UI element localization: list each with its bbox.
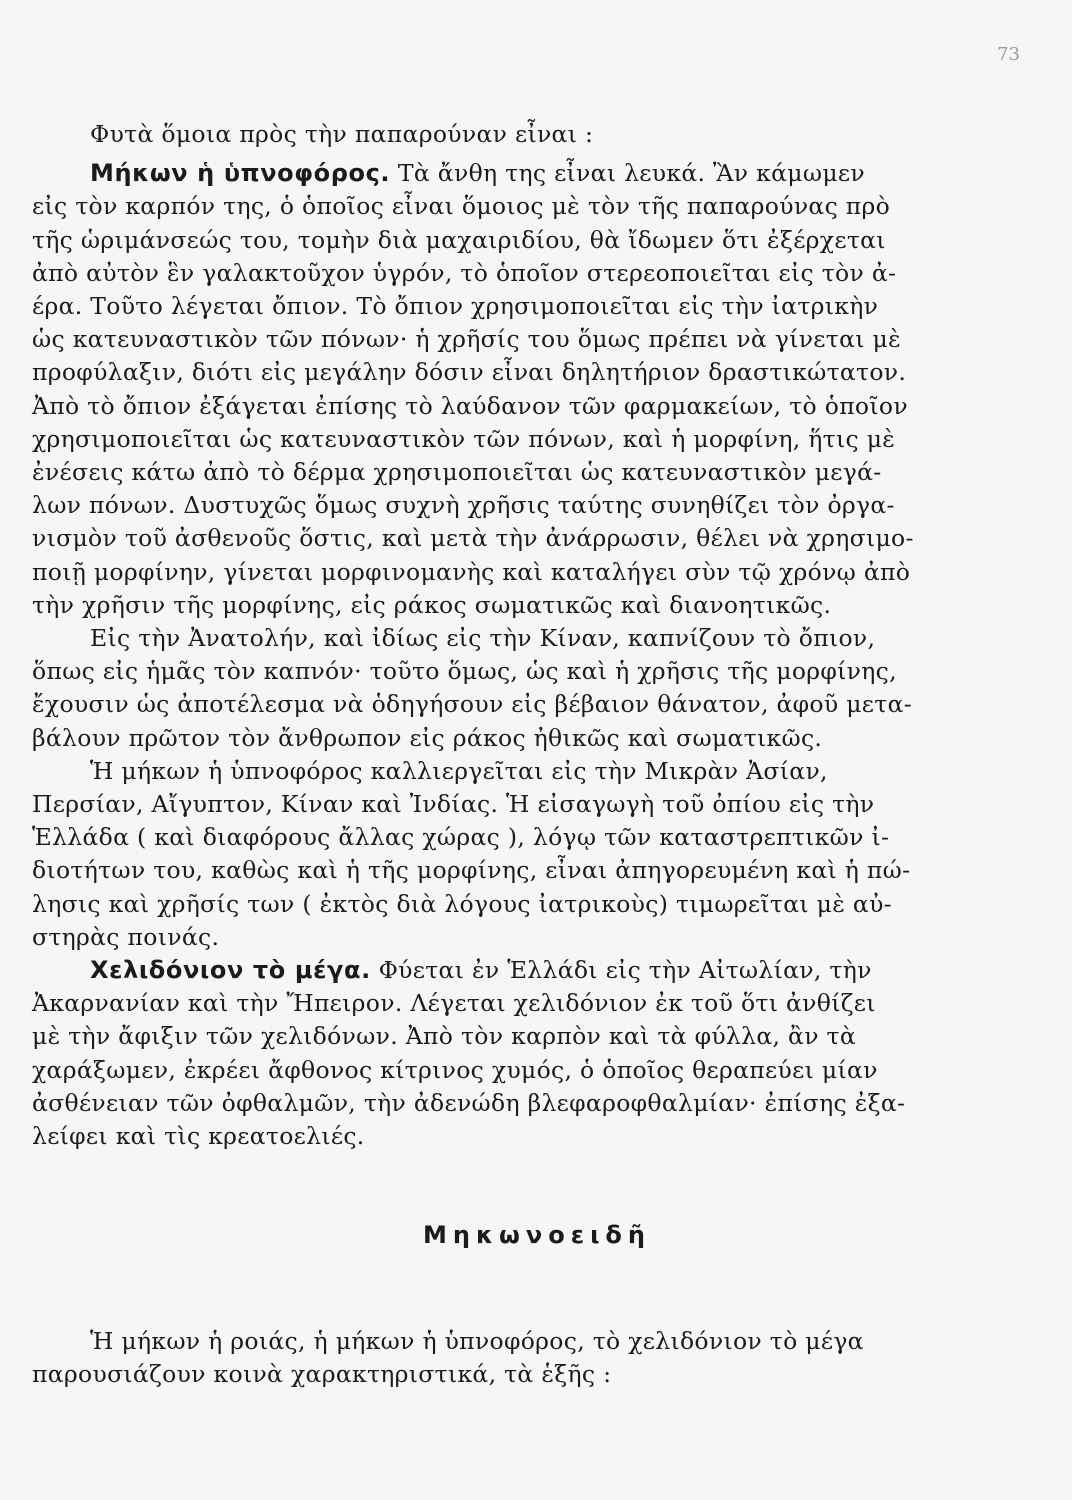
text-line: Τὰ ἄνθη της εἶναι λευκά. Ἂν κάμωμεν <box>390 159 865 188</box>
text-line: Ἀκαρνανίαν καὶ τὴν Ἤπειρον. Λέγεται χελιδόνιον ἐκ τοῦ ὅτι ἀνθίζει <box>32 989 876 1018</box>
text-line: ἔχουσιν ὡς ἀποτέλεσμα νὰ ὁδηγήσουν εἰς βέβαιον θάνατον, ἀφοῦ μετα- <box>32 690 912 719</box>
text-line: λείφει καὶ τὶς κρεατοελιές. <box>32 1122 365 1151</box>
text-line: λησις καὶ χρῆσίς των ( ἐκτὸς διὰ λόγους ἰατρικοὺς) τιμωρεῖται μὲ αὐ- <box>32 889 892 918</box>
paragraph-lead-title: Μήκων ἡ ὑπνοφόρος. <box>90 159 391 188</box>
text-line: χρησιμοποιεῖται ὡς κατευναστικὸν τῶν πόνων, καὶ ἡ μορφίνη, ἥτις μὲ <box>32 424 896 453</box>
paragraph-cultivation <box>32 755 1042 954</box>
page-number: 73 <box>997 44 1020 65</box>
text-line: ἀπὸ αὐτὸν ἓν γαλακτοῦχον ὑγρόν, τὸ ὁποῖον στερεοποιεῖται εἰς τὸν ἀ- <box>32 258 897 287</box>
text-line: Ἑλλάδα ( καὶ διαφόρους ἄλλας χώρας ), λόγῳ τῶν καταστρεπτικῶν ἰ- <box>32 823 890 852</box>
text-line: ἐνέσεις κάτω ἀπὸ τὸ δέρμα χρησιμοποιεῖται ὡς κατευναστικὸν μεγά- <box>32 458 882 487</box>
paragraph-lead-title: Χελιδόνιον τὸ μέγα. <box>90 956 371 985</box>
text-line: Ἡ μήκων ἡ ὑπνοφόρος καλλιεργεῖται εἰς τὴν Μικρὰν Ἀσίαν, <box>90 756 828 785</box>
text-line: Ἀπὸ τὸ ὄπιον ἐξάγεται ἐπίσης τὸ λαύδανον τῶν φαρμακείων, τὸ ὁποῖον <box>32 391 908 420</box>
text-line: τὴν χρῆσιν τῆς μορφίνης, εἰς ράκος σωματικῶς καὶ διανοητικῶς. <box>32 590 832 619</box>
text-line: ἀσθένειαν τῶν ὀφθαλμῶν, τὴν ἀδενώδη βλεφαροφθαλμίαν· ἐπίσης ἐξα- <box>32 1088 906 1117</box>
text-line: έρα. Τοῦτο λέγεται ὄπιον. Τὸ ὄπιον χρησιμοποιεῖται εἰς τὴν ἰατρικὴν <box>32 292 879 321</box>
text-line: διοτήτων του, καθὼς καὶ ἡ τῆς μορφίνης, εἶναι ἀπηγορευμένη καὶ ἡ πώ- <box>32 856 911 885</box>
paragraph-poppy-somniferum <box>32 157 1042 622</box>
text-line: Ἡ μήκων ἡ ροιάς, ἡ μήκων ἡ ὑπνοφόρος, τὸ χελιδόνιον τὸ μέγα <box>90 1326 864 1355</box>
text-line: ὡς κατευναστικὸν τῶν πόνων· ἡ χρῆσίς του ὅμως πρέπει νὰ γίνεται μὲ <box>32 325 902 354</box>
text-line: παρουσιάζουν κοινὰ χαρακτηριστικά, τὰ ἑξῆς : <box>32 1359 612 1388</box>
text-line: στηρὰς ποινάς. <box>32 922 220 951</box>
text-line: χαράξωμεν, ἐκρέει ἄφθονος κίτρινος χυμός, ὁ ὁποῖος θεραπεύει μίαν <box>32 1055 878 1084</box>
text-line: ποιῇ μορφίνην, γίνεται μορφινομανὴς καὶ καταλήγει σὺν τῷ χρόνῳ ἀπὸ <box>32 557 911 586</box>
text-line: Φύεται ἐν Ἑλλάδι εἰς τὴν Αἰτωλίαν, τὴν <box>370 956 872 985</box>
document-body <box>32 118 1042 1391</box>
paragraph-opium-east <box>32 622 1042 755</box>
section-heading: Μηκωνοειδῆ <box>423 1221 651 1250</box>
text-line: νισμὸν τοῦ ἀσθενοῦς ὅστις, καὶ μετὰ τὴν ἀνάρρωσιν, θέλει νὰ χρησιμο- <box>32 524 914 553</box>
text-line: προφύλαξιν, διότι εἰς μεγάλην δόσιν εἶναι δηλητήριον δραστικώτατον. <box>32 358 907 387</box>
text-line: Εἰς τὴν Ἀνατολήν, καὶ ἰδίως εἰς τὴν Κίναν, καπνίζουν τὸ ὄπιον, <box>90 624 876 653</box>
text-line: βάλουν πρῶτον τὸν ἄνθρωπον εἰς ράκος ἠθικῶς καὶ σωματικῶς. <box>32 723 823 752</box>
text-line: ὅπως εἰς ἡμᾶς τὸν καπνόν· τοῦτο ὅμως, ὡς καὶ ἡ χρῆσις τῆς μορφίνης, <box>32 657 897 686</box>
paragraph-papaveraceae <box>32 1325 1042 1391</box>
text-line: λων πόνων. Δυστυχῶς ὅμως συχνὴ χρῆσις ταύτης συνηθίζει τὸν ὀργα- <box>32 491 895 520</box>
intro-line: Φυτὰ ὅμοια πρὸς τὴν παπαρούναν εἶναι : <box>90 120 594 148</box>
text-line: εἰς τὸν καρπόν της, ὁ ὁποῖος εἶναι ὅμοιος μὲ τὸν τῆς παπαρούνας πρὸ <box>32 192 891 221</box>
text-line: μὲ τὴν ἄφιξιν τῶν χελιδόνων. Ἀπὸ τὸν καρπὸν καὶ τὰ φύλλα, ἂν τὰ <box>32 1022 857 1051</box>
text-line: Περσίαν, Αἴγυπτον, Κίναν καὶ Ἰνδίας. Ἡ εἰσαγωγὴ τοῦ ὀπίου εἰς τὴν <box>32 790 875 819</box>
paragraph-greater-celandine <box>32 954 1042 1153</box>
text-line: τῆς ὡριμάνσεώς του, τομὴν διὰ μαχαιριδίου, θὰ ἴδωμεν ὅτι ἐξέρχεται <box>32 225 886 254</box>
